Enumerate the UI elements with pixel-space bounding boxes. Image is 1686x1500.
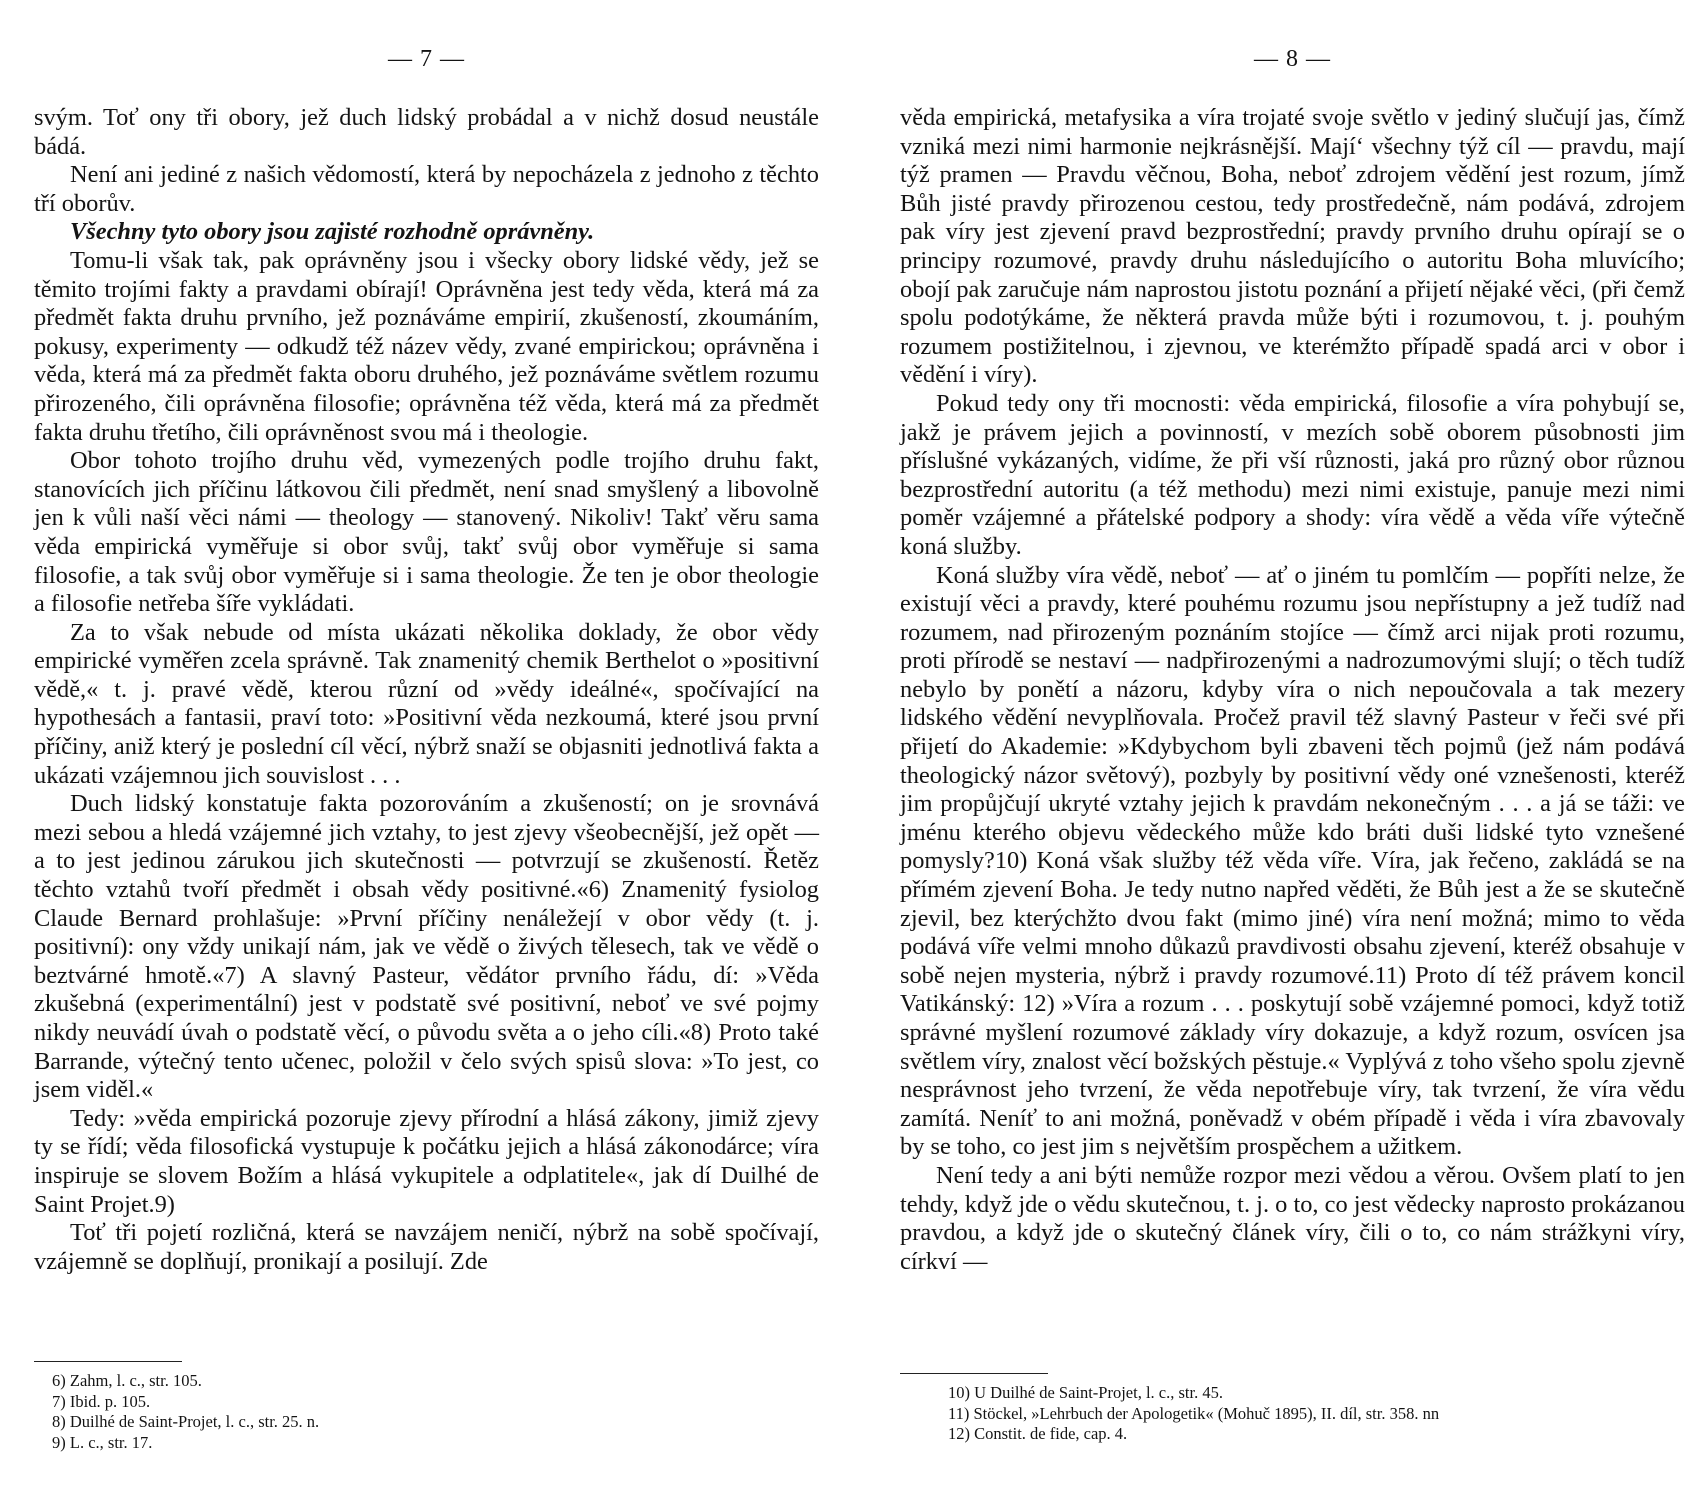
paragraph: Není tedy a ani býti nemůže rozpor mezi vědou a věrou. Ovšem platí to jen tehdy, když jde o vědu skutečnou, t. j. o to, co jest vědecky naprosto prokázanou pravdou, a když jde o skutečný článek víry, čili o to, co nám strážkyni víry, církví — [900, 1161, 1685, 1275]
paragraph: Pokud tedy ony tři mocnosti: věda empirická, filosofie a víra pohybují se, jakž je právem jejich a povinností, v mezích sobě oborem působnosti jim příslušné vykázaných, vidíme, že při vší různosti, jaká pro různý obor různou bezprostřední autoritu (a též methodu) mezi nimi existuje, panuje mezi nimi poměr vzájemné a přátelské podpory a shody: víra vědě a věda víře výtečně koná služby. [900, 389, 1685, 560]
footnote: 11) Stöckel, »Lehrbuch der Apologetik« (Mohuč 1895), II. díl, str. 358. nn [948, 1403, 1440, 1423]
paragraph: Toť tři pojetí rozličná, která se navzájem neničí, nýbrž na sobě spočívají, vzájemně se doplňují, pronikají a posilují. Zde [34, 1219, 819, 1275]
emphasized-statement: Všechny tyto obory jsou zajisté rozhodně oprávněny. [70, 218, 595, 246]
paragraph: Za to však nebude od místa ukázati několika doklady, že obor vědy empirické vyměřen zcela správně. Tak znamenitý chemik Berthelot o »positivní vědě,« t. j. pravé vědě, kterou různí od »vědy ideálné«, spočívající na hypothesách a fantasii, praví toto: »Positivní věda nezkoumá, které jsou první příčiny, aniž který je poslední cíl věcí, nýbrž snaží se objasniti jednotlivá fakta a ukázati vzájemnou jich souvislost . . . [34, 618, 819, 789]
footnote: 6) Zahm, l. c., str. 105. [52, 1371, 202, 1390]
footnote-divider [900, 1373, 1048, 1374]
paragraph: Tedy: »věda empirická pozoruje zjevy přírodní a hlásá zákony, jimiž zjevy ty se řídí; věda filosofická vystupuje k počátku jejich a hlásá zákonodárce; víra inspiruje se slovem Božím a hlásá vykupitele a odplatitele«, jak dí Duilhé de Saint Projet.9) [34, 1104, 819, 1218]
paragraph: Duch lidský konstatuje fakta pozorováním a zkušeností; on je srovnává mezi sebou a hledá vzájemné jich vztahy, to jest zjevy všeobecnější, jež opět — a to jest jedinou zárukou jich skutečnosti — potvrzují se zkušeností. Řetěz těchto vztahů tvoří předmět i obsah vědy positivné.«6) Znamenitý fysiolog Claude Bernard prohlašuje: »První příčiny nenáležejí v obor vědy (t. j. positivní): ony vždy unikají nám, jak ve vědě o živých tělesech, tak ve vědě o beztvárné hmotě.«7) A slavný Pasteur, vědátor prvního řádu, dí: »Věda zkušebná (experimentální) jest v podstatě své positivní, neboť ve své pojmy nikdy neuvádí úvah o podstatě věcí, o původu světa a o jeho cíli.«8) Proto také Barrande, výtečný tento učenec, položil v čelo svých spisů slova: »To jest, co jsem viděl.« [34, 790, 819, 1104]
page-number: — 8 — [1254, 46, 1331, 72]
footnotes [52, 1371, 812, 1453]
footnotes [948, 1383, 1686, 1445]
paragraph: Obor tohoto trojího druhu věd, vymezených podle trojího druhu fakt, stanovících jich příčinu látkovou čili předmět, není snad smyšlený a libovolně jen k vůli naší věci námi — theology — stanovený. Nikoliv! Takť věru sama věda empirická vyměřuje si obor svůj, takť svůj obor vyměřuje si sama filosofie, a tak svůj obor vyměřuje si i sama theologie. Že ten je obor theologie a filosofie netřeba šíře vykládati. [34, 447, 819, 618]
paragraph: věda empirická, metafysika a víra trojaté svoje světlo v jediný slučují jas, čímž vzniká mezi nimi harmonie nejkrásnější. Mají‘ všechny týž cíl — pravdu, mají týž pramen — Pravdu věčnou, Boha, neboť zdrojem vědění jest rozum, jímž Bůh jisté pravdy přirozenou cestou, tedy prostředečně, nám podává, zdrojem pak víry jest zjevení pravd bezprostřední; pravdy prvního druhu opírají se o principy rozumové, pravdy druhu následujícího o autoritu Boha mluvícího; obojí pak zaručuje nám naprostou jistotu poznání a přijetí nějaké věci, (při čemž spolu podotýkáme, že některá pravda může býti i rozumovou, t. j. pouhým rozumem postižitelnou, i zjevnou, ve kterémžto případě spadá arci v obor i vědění i víry). [900, 104, 1685, 389]
body-text [900, 104, 1685, 1276]
left-page [34, 0, 819, 1500]
paragraph: Koná služby víra vědě, neboť — ať o jiném tu pomlčím — popříti nelze, že existují věci a pravdy, které pouhému rozumu jsou nepřístupny a jež tudíž nad rozumem, nad přirozeným poznáním stojíce — čímž arci nijak proti rozumu, proti přírodě se nestaví — nadpřirozenými a nadrozumovými slují; o těch tudíž nebylo by ponětí a názoru, kdyby víra o nich nepoučovala a tak mezery lidského vědění nevyplňovala. Pročež pravil též slavný Pasteur v řeči své při přijetí do Akademie: »Kdybychom byli zbaveni těch pojmů (jež nám podává theologický názor světový), pozbyly by positivní vědy oné vznešenosti, kteréž jim propůjčují ukryté vztahy jejich k pravdám nekonečným . . . a já se táži: ve jménu kterého objevu vědeckého může kdo bráti duši lidské tyto vznešené pomysly?10) Koná však služby též věda víře. Víra, jak řečeno, zakládá se na přímém zjevení Boha. Je tedy nutno napřed věděti, že Bůh jest a že se skutečně zjevil, bez kterýchžto dvou fakt (mimo jiné) víra není možná; mimo to věda podává víře velmi mnoho důkazů pravdivosti obsahu zjevení, kteréž obsahuje v sobě nejen mysteria, nýbrž i pravdy rozumové.11) Proto dí též právem koncil Vatikánský: 12) »Víra a rozum . . . poskytují sobě vzájemné pomoci, když totiž správné myšlení rozumové základy víry dokazuje, a když rozum, osvícen jsa světlem víry, znalost věcí božských pěstuje.« Vyplývá z toho všeho spolu zjevně nesprávnost jeho tvrzení, že věda nepotřebuje víry, tak tvrzení, že víra vědu zamítá. Neníť to ani možná, poněvadž v obém případě i věda i víra zbavovaly by se toho, co jest jim s největším prospěchem a užitkem. [900, 561, 1685, 1161]
footnote-divider [34, 1361, 182, 1362]
footnote: 12) Constit. de fide, cap. 4. [948, 1424, 1128, 1444]
footnote: 7) Ibid. p. 105. [52, 1391, 151, 1411]
paragraph: Není ani jediné z našich vědomostí, která by nepocházela z jednoho z těchto tří oborův. [34, 161, 819, 217]
footnote: 8) Duilhé de Saint-Projet, l. c., str. 25. n. [52, 1412, 320, 1432]
page-number: — 7 — [388, 46, 465, 72]
footnote: 10) U Duilhé de Saint-Projet, l. c., str. 45. [948, 1383, 1223, 1402]
paragraph: Tomu-li však tak, pak oprávněny jsou i všecky obory lidské vědy, jež se těmito trojími fakty a pravdami obírají! Oprávněna jest tedy věda, která má za předmět fakta druhu prvního, jež poznáváme empirií, zkušeností, zkoumáním, pokusy, experimenty — odkudž též název vědy, zvané empirickou; oprávněna i věda, která má za předmět fakta oboru druhého, jež poznáváme světlem rozumu přirozeného, čili oprávněna filosofie; oprávněna též věda, která má za předmět fakta druhu třetího, čili oprávněnost svou má i theologie. [34, 246, 819, 446]
right-page [900, 0, 1685, 1500]
body-text [34, 104, 819, 1276]
footnote: 9) L. c., str. 17. [52, 1432, 153, 1452]
paragraph: svým. Toť ony tři obory, jež duch lidský probádal a v nichž dosud neustále bádá. [34, 104, 819, 160]
